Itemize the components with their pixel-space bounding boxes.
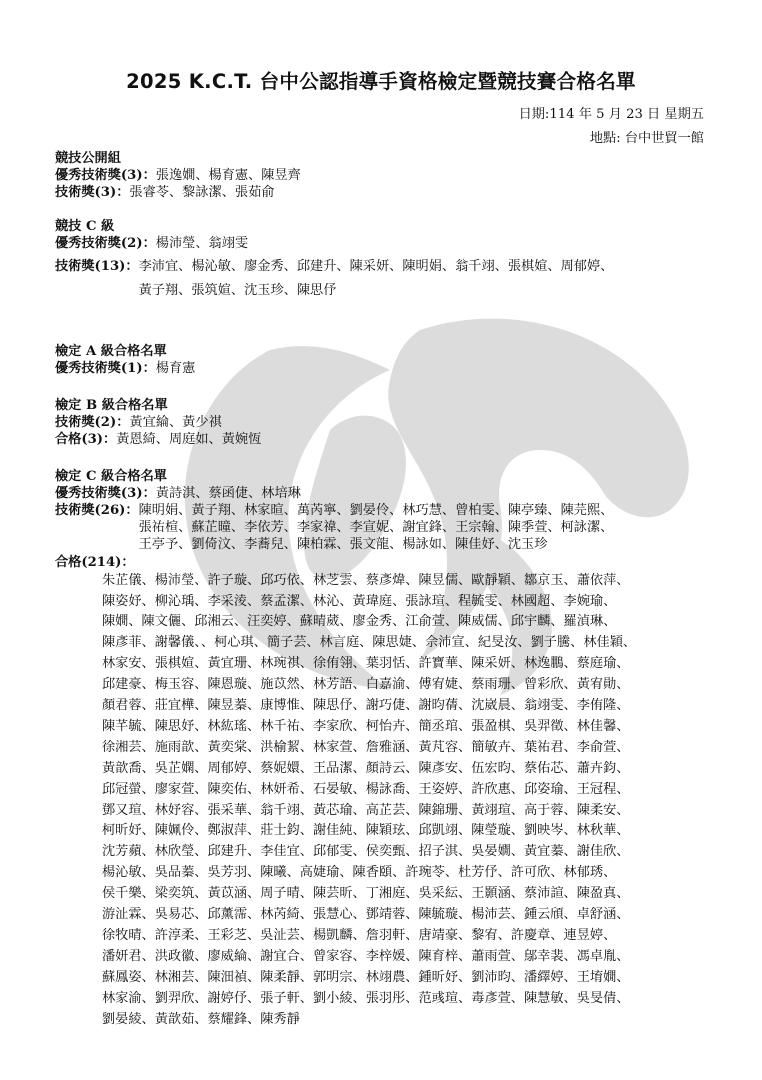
award-label: 優秀技術獎(2)： [55, 236, 156, 251]
section-check-a [55, 343, 727, 377]
event-location: 地點: 台中世貿一館 [589, 131, 704, 146]
name-line: 邱冠螢、廖家萱、陳奕佑、林妍希、石晏敏、楊詠喬、王姿婷、許欣惠、邱姿瑜、王冠程、 [102, 781, 630, 797]
award-names [139, 502, 614, 554]
name-line: 黃子翔、張筑媗、沈玉珍、陳思伃 [138, 283, 337, 298]
name-line: 李沛宜、楊沁敏、廖金秀、邱建升、陳采妍、陳明娟、翁千翊、張棋媗、周郁婷、 [138, 259, 614, 274]
section-competition-c [55, 218, 727, 303]
name-line: 侯千樂、梁奕筑、黃苡涵、周子晴、陳芸昕、丁湘庭、吳采紜、王顥涵、蔡沛諠、陳盈真、 [102, 886, 630, 902]
award-label: 優秀技術獎(3)： [55, 486, 156, 501]
award-names: 黃詩淇、蔡函倢、林培琳 [155, 486, 301, 501]
award-row [55, 360, 727, 377]
name-line: 朱芷儀、楊沛瑩、許子璇、邱巧依、林芝雲、蔡彥煒、陳昱儒、歐靜穎、鄒京玉、蕭依萍、 [102, 572, 630, 588]
award-names: 黃恩綺、周庭如、黃婉恆 [116, 432, 262, 447]
award-label: 技術獎(2)： [55, 415, 130, 430]
results-list [55, 150, 727, 1031]
award-row [55, 431, 727, 448]
award-row [55, 184, 727, 201]
award-names: 楊育憲 [155, 361, 196, 376]
name-line: 陳芊毓、陳思妤、林紘瑤、林千祐、李家欣、柯怡卉、簡丞琯、張盈棋、吳羿徵、林佳馨、 [102, 718, 630, 734]
award-label: 技術獎(26)： [55, 503, 139, 518]
name-line: 張祐楦、蘇芷曈、李依芳、李家禕、李宣妮、謝宜鋒、王宗翰、陳季萱、柯詠潔、 [138, 520, 614, 536]
page-title: 2025 K.C.T. 台中公認指導手資格檢定暨競技賽合格名單 [126, 70, 636, 93]
section-check-b [55, 397, 727, 448]
section-heading: 競技公開組 [55, 151, 121, 166]
section-heading: 檢定 B 級合格名單 [55, 398, 168, 413]
name-line: 陳嫺、陳文儷、邱湘云、汪奕婷、蘇晴葳、廖金秀、江俞萱、陳威儒、邱宇麟、羅湞琳、 [102, 614, 617, 630]
award-row [55, 485, 727, 502]
name-line: 顏君蓉、莊宜樺、陳昱蓁、康博惟、陳思伃、謝巧倢、謝昀蒨、沈崴晨、翁翊雯、李侑隆、 [102, 698, 630, 714]
name-line: 陳明娟、黃子翔、林家暄、萬芮寧、劉晏伶、林巧慧、曾柏雯、陳亭臻、陳芫熙、 [138, 503, 614, 518]
name-line: 徐牧晴、許淳柔、王彩芝、吳沚芸、楊凱麟、詹羽軒、唐靖豪、黎宥、許慶章、連昱婷、 [102, 928, 617, 944]
name-line: 沈芳蘋、林欣瑩、邱建升、李佳宜、邱郁雯、侯奕甄、招子淇、吳晏嫺、黃宜蓁、謝佳欣、 [102, 844, 630, 860]
award-names: 黃宜綸、黃少祺 [129, 415, 222, 430]
award-label: 優秀技術獎(3)： [55, 168, 156, 183]
award-names [102, 571, 727, 1031]
section-heading: 競技 C 級 [55, 219, 115, 234]
name-line: 潘妍君、洪政徽、廖威綸、謝宜合、曾家容、李梓媛、陳育梓、蕭雨萱、鄔幸裴、馮卓胤、 [102, 948, 630, 964]
event-date: 日期:114 年 5 月 23 日 星期五 [518, 107, 704, 122]
name-line: 徐湘芸、施雨歆、黃奕棠、洪榆絜、林家萱、詹雅涵、黃芃容、簡敏卉、葉祐君、李俞萱、 [102, 739, 630, 755]
name-line: 邱建豪、梅玉容、陳恩璇、施苡然、林芳語、白嘉渝、傅宥婕、蔡雨珊、曾彩欣、黃宥勛、 [102, 677, 630, 693]
award-label: 合格(3)： [55, 432, 117, 447]
name-line: 陳彥菲、謝馨儀、、柯心琪、簡子芸、林言庭、陳思婕、佘沛宣、紀旻汝、劉子騰、林佳穎、 [102, 635, 637, 651]
award-row [55, 167, 727, 184]
award-names: 張睿苓、黎詠潔、張茹俞 [129, 185, 275, 200]
award-label: 優秀技術獎(1)： [55, 361, 156, 376]
name-line: 蘇鳳姿、林湘芸、陳沺禎、陳柔靜、郭明宗、林翊農、鍾昕妤、劉沛昀、潘繹婷、王堉嫺、 [102, 969, 630, 985]
award-names: 楊沛瑩、翁翊雯 [155, 236, 249, 251]
section-heading: 檢定 A 級合格名單 [55, 344, 167, 359]
name-line: 楊沁敏、吳品蓁、吳芳羽、陳曦、高婕瑜、陳香頤、許琬苓、杜芳伃、許可欣、林郁琇、 [102, 865, 617, 881]
award-row [55, 502, 727, 554]
name-line: 林家渝、劉羿欣、謝婷伃、張子軒、劉小綾、張羽彤、范彧瑄、毒彥萱、陳慧敏、吳旻倩、 [102, 990, 630, 1006]
award-names: 張逸嫺、楊育憲、陳昱齊 [155, 168, 301, 183]
name-line: 劉晏綾、黃歆茹、蔡耀鋒、陳秀靜 [102, 1011, 300, 1027]
award-row [55, 235, 727, 252]
award-names [139, 255, 614, 303]
name-line: 黃歆喬、吳芷嫻、周郁婷、蔡妮嬛、王品潔、顏詩云、陳彥安、伍宏昀、蔡佑芯、蕭卉鈞、 [102, 760, 630, 776]
award-row [55, 414, 727, 431]
name-line: 林家安、張棋媗、黃宜珊、林琬祺、徐侑翎、葉羽恬、許寶華、陳采妍、林逸鵬、蔡庭瑜、 [102, 656, 630, 672]
award-label: 合格(214)： [55, 554, 135, 570]
section-check-c [55, 468, 727, 1031]
section-heading: 檢定 C 級合格名單 [55, 469, 167, 484]
award-label: 技術獎(13)： [55, 259, 139, 274]
name-line: 陳姿妤、柳沁瑀、李采淩、蔡孟潔、林沁、黃瑋庭、張詠瑄、程毓雯、林國超、李婉瑜、 [102, 593, 617, 609]
section-competition-open [55, 150, 727, 201]
award-label: 技術獎(3)： [55, 185, 130, 200]
award-row [55, 255, 727, 303]
name-line: 柯昕妤、陳姵伶、鄭淑萍、莊士鈞、謝佳純、陳穎玹、邱凱翊、陳瑩璇、劉映岑、林秋華、 [102, 823, 630, 839]
name-line: 游沚霖、吳易芯、邱薰霈、林芮綺、張慧心、鄧靖蓉、陳毓璇、楊沛芸、鍾云頎、卓舒涵、 [102, 907, 630, 923]
name-line: 王亭予、劉倚汶、李蕎兒、陳柏霖、張文龍、楊詠如、陳佳妤、沈玉珍 [138, 537, 548, 553]
name-line: 鄧又瑄、林妤容、張采華、翁千翊、黃芯瑜、高芷芸、陳錦珊、黃翊瑄、高于蓉、陳柔安、 [102, 802, 630, 818]
